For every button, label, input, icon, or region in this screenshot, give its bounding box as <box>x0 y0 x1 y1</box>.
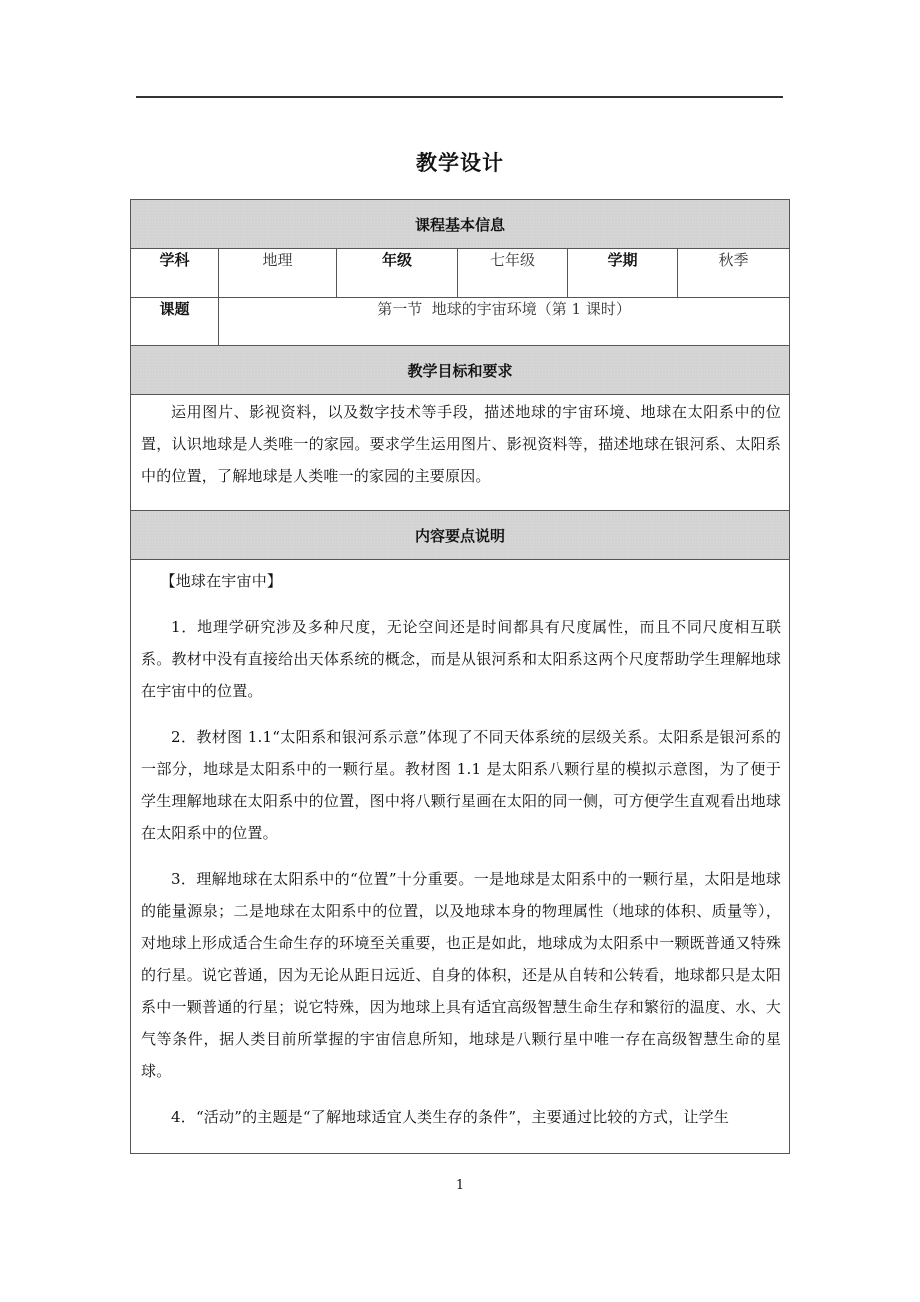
grade-value: 七年级 <box>458 249 568 298</box>
info-row <box>131 249 790 298</box>
subject-label: 学科 <box>131 249 219 298</box>
content-subheading: 【地球在宇宙中】 <box>160 572 283 590</box>
grade-label: 年级 <box>337 249 458 298</box>
section-header-goals: 教学目标和要求 <box>131 346 790 395</box>
content-cell <box>131 560 790 1154</box>
page-number: 1 <box>455 1178 465 1193</box>
content-paragraph: 4．“活动”的主题是“了解地球适宜人类生存的条件”，主要通过比较的方式，让学生 <box>171 1108 730 1126</box>
document-title: 教学设计 <box>416 151 504 175</box>
header-rule <box>136 96 783 98</box>
topic-label: 课题 <box>131 298 219 346</box>
section-header-basic-info: 课程基本信息 <box>131 200 790 249</box>
goals-cell <box>131 395 790 511</box>
content-paragraph: 3．理解地球在太阳系中的“位置”十分重要。一是地球是太阳系中的一颗行星，太阳是地球的能量源泉；二是地球在太阳系中的位置，以及地球本身的物理属性（地球的体积、质量等），对地球上形成适合生命生存的环境至关重要，也正是如此，地球成为太阳系中一颗既普通又特殊的行星。说它普通，因为无论从距日远近、自身的体积，还是从自转和公转看，地球都只是太阳系中一颗普通的行星；说它特殊，因为地球上具有适宜高级智慧生命生存和繁衍的温度、水、大气等条件，据人类目前所掌握的宇宙信息所知，地球是八颗行星中唯一存在高级智慧生命的星球。 <box>141 870 782 1080</box>
goals-text: 运用图片、影视资料，以及数字技术等手段，描述地球的宇宙环境、地球在太阳系中的位置，认识地球是人类唯一的家园。要求学生运用图片、影视资料等，描述地球在银河系、太阳系中的位置，了解地球是人类唯一的家园的主要原因。 <box>141 403 782 485</box>
content-paragraph: 2．教材图 1.1“太阳系和银河系示意”体现了不同天体系统的层级关系。太阳系是银河系的一部分，地球是太阳系中的一颗行星。教材图 1.1 是太阳系八颗行星的模拟示意图，为了便于学生理解地球在太阳系中的位置，图中将八颗行星画在太阳的同一侧，可方便学生直观看出地球在太阳系中的位置。 <box>141 728 782 842</box>
teaching-design-table <box>130 199 790 1154</box>
topic-row <box>131 298 790 346</box>
section-header-content: 内容要点说明 <box>131 511 790 560</box>
topic-value: 第一节 地球的宇宙环境（第 1 课时） <box>219 298 790 346</box>
term-label: 学期 <box>568 249 678 298</box>
term-value: 秋季 <box>678 249 790 298</box>
subject-value: 地理 <box>219 249 337 298</box>
content-paragraph: 1．地理学研究涉及多种尺度，无论空间还是时间都具有尺度属性，而且不同尺度相互联系。教材中没有直接给出天体系统的概念，而是从银河系和太阳系这两个尺度帮助学生理解地球在宇宙中的位置。 <box>141 618 782 700</box>
